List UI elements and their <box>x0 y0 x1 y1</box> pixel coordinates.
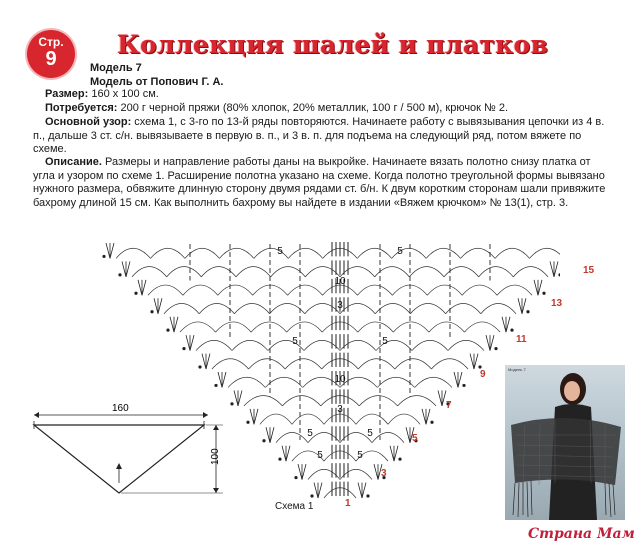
description-label: Описание. <box>45 156 102 168</box>
edge-dot <box>542 292 545 295</box>
left-edge-fan <box>270 427 274 442</box>
chain-arc <box>282 396 320 406</box>
right-edge-fan <box>538 280 542 295</box>
chain-arc <box>372 433 404 443</box>
pattern-label: Основной узор: <box>45 116 132 128</box>
edge-dot <box>462 384 465 387</box>
height-arrow-head-bottom <box>213 488 219 493</box>
left-edge-fan <box>106 243 110 258</box>
edge-dot <box>230 402 233 405</box>
description-paragraph <box>33 156 611 210</box>
chain-arc <box>495 248 529 258</box>
chain-arc <box>426 248 460 258</box>
chain-arc <box>398 396 436 406</box>
width-arrow-head-left <box>34 412 39 418</box>
right-edge-fan <box>554 261 558 276</box>
chain-arc <box>150 248 184 258</box>
page-badge-label: Стр. <box>38 35 64 49</box>
chain-arc <box>308 433 340 443</box>
right-edge-fan <box>470 354 474 369</box>
pattern-value: схема 1, с 3-го по 13-й ряды повторяются. Начинаете работу с вывязывания цепочки из 4 в. п., дальше 3 ст. с/н. вывязываете в первую в. п., и 3 в. п. для подъема на следующий ряд, потом вяжете по схеме. <box>33 116 605 155</box>
chain-arc <box>180 322 216 332</box>
chain-arc <box>167 267 202 277</box>
right-edge-fan <box>426 409 430 424</box>
chain-arc <box>236 267 271 277</box>
left-edge-fan <box>222 372 226 387</box>
left-edge-fan <box>250 409 254 424</box>
pattern-paragraph <box>33 116 611 157</box>
size-value: 160 х 100 см. <box>88 88 159 100</box>
chain-arc <box>415 377 452 387</box>
model-number: Модель 7 <box>90 62 142 74</box>
photo-caption: Модель 7 <box>508 367 526 372</box>
left-edge-fan <box>138 280 142 295</box>
row-number-9: 9 <box>480 369 486 380</box>
chain-count-label: 5 <box>307 428 313 439</box>
chain-arc <box>232 340 268 350</box>
page-title: Коллекция шалей и платков <box>117 30 549 59</box>
right-edge-fan <box>374 464 378 479</box>
right-edge-fan <box>454 372 458 387</box>
size-paragraph <box>33 88 611 102</box>
left-edge-fan <box>154 298 158 313</box>
row-number-5: 5 <box>412 433 418 444</box>
edge-dot <box>198 365 201 368</box>
model-author: Модель от Попович Г. А. <box>90 76 224 88</box>
left-edge-fan <box>206 354 210 369</box>
right-edge-fan <box>490 335 494 350</box>
chain-arc <box>356 414 388 424</box>
chain-count-label: 5 <box>357 450 363 461</box>
left-edge-fan <box>302 464 306 479</box>
shawl-shape <box>511 418 621 485</box>
chain-arc <box>219 248 253 258</box>
page-badge-number: 9 <box>45 48 57 70</box>
left-edge-fan <box>314 483 318 498</box>
left-edge-fan <box>266 427 270 442</box>
chain-arc <box>444 267 479 277</box>
right-edge-fan <box>438 390 442 405</box>
chain-count-label: 3 <box>337 404 343 415</box>
row-number-1: 1 <box>345 498 351 509</box>
shawl-dimensions-diagram <box>28 395 228 505</box>
edge-dot <box>182 347 185 350</box>
chain-arc <box>340 469 372 479</box>
chain-arc <box>196 340 232 350</box>
chain-arc <box>448 340 484 350</box>
description-value: Размеры и направление работы даны на выкройке. Начинаете вязать полотно снизу платка от угла и узором по схеме 1. Расширение полотна указано на схеме. Когда полотно треугольной формы вывязано нужного размера, обвяжите длинную сторону двумя рядами ст. б/н. К двум коротким сторонам шали привяжите бахрому длиной 15 см. Как выполнить бахрому вы найдете в издании «Вяжем крючком» № 13(1), стр. 3. <box>33 156 606 209</box>
edge-dot <box>494 347 497 350</box>
chain-arc <box>305 304 340 314</box>
chain-arc <box>287 322 323 332</box>
chain-arc <box>249 359 286 369</box>
edge-dot <box>262 439 265 442</box>
chain-arc <box>412 340 448 350</box>
chain-arc <box>268 340 304 350</box>
chain-arc <box>462 285 497 295</box>
chain-arc <box>116 248 150 258</box>
materials-value: 200 г черной пряжи (80% хлопок, 20% металлик, 100 г / 500 м), крючок № 2. <box>117 102 509 114</box>
chain-arc <box>218 285 253 295</box>
chain-arc <box>201 267 236 277</box>
chain-arc <box>395 359 432 369</box>
page-number-badge <box>27 30 75 78</box>
chain-arc <box>199 304 234 314</box>
left-edge-fan <box>186 335 190 350</box>
width-label: 160 <box>112 403 129 414</box>
edge-dot <box>278 458 281 461</box>
edge-dot <box>526 310 529 313</box>
right-edge-fan <box>486 335 490 350</box>
left-edge-fan <box>238 390 242 405</box>
scheme-label: Схема 1 <box>275 501 314 512</box>
chain-arc <box>212 359 249 369</box>
edge-dot <box>150 310 153 313</box>
right-edge-fan <box>422 409 426 424</box>
edge-dot <box>366 494 369 497</box>
row-number-3: 3 <box>381 468 387 479</box>
chain-arc <box>429 322 465 332</box>
size-label: Размер: <box>45 88 89 100</box>
chain-arc <box>375 304 410 314</box>
chain-arc <box>308 469 340 479</box>
width-arrow-head-right <box>203 412 208 418</box>
edge-dot <box>510 329 513 332</box>
chain-arc <box>292 414 324 424</box>
right-edge-fan <box>550 261 554 276</box>
chain-count-label: 3 <box>337 300 343 311</box>
chain-arc <box>164 304 199 314</box>
chain-arc <box>409 267 444 277</box>
chain-arc <box>377 377 414 387</box>
chain-arc <box>304 340 340 350</box>
chain-count-label: 5 <box>382 336 388 347</box>
chain-count-label: 5 <box>277 246 283 257</box>
left-edge-fan <box>254 409 258 424</box>
right-edge-fan <box>394 446 398 461</box>
left-edge-fan <box>202 354 206 369</box>
left-edge-fan <box>318 483 322 498</box>
chain-arc <box>285 359 322 369</box>
chain-arc <box>270 304 305 314</box>
materials-paragraph <box>33 102 611 116</box>
left-edge-fan <box>282 446 286 461</box>
right-edge-fan <box>534 280 538 295</box>
edge-dot <box>166 329 169 332</box>
chain-arc <box>251 322 287 332</box>
chain-arc <box>276 433 308 443</box>
chain-arc <box>393 322 429 332</box>
chain-arc <box>464 322 500 332</box>
watermark-logo: Страна Мам <box>528 526 635 542</box>
chain-arc <box>254 248 288 258</box>
chain-count-label: 10 <box>334 276 346 287</box>
left-edge-fan <box>218 372 222 387</box>
height-label: 100 <box>210 448 221 465</box>
chain-arc <box>446 304 481 314</box>
edge-dot <box>102 255 105 258</box>
chain-count-label: 5 <box>397 246 403 257</box>
right-edge-fan <box>518 298 522 313</box>
chain-arc <box>340 340 376 350</box>
chain-arc <box>265 377 302 387</box>
left-edge-fan <box>158 298 162 313</box>
chain-arc <box>431 359 468 369</box>
left-edge-fan <box>286 446 290 461</box>
chain-arc <box>288 248 322 258</box>
right-edge-fan <box>406 427 410 442</box>
chain-arc <box>388 414 420 424</box>
right-edge-fan <box>458 372 462 387</box>
edge-dot <box>134 292 137 295</box>
chain-arc <box>340 377 377 387</box>
chain-arc <box>359 396 397 406</box>
chain-arc <box>228 377 265 387</box>
chain-arc <box>288 285 323 295</box>
left-edge-fan <box>174 317 178 332</box>
chain-arc <box>357 248 391 258</box>
chain-count-label: 5 <box>292 336 298 347</box>
left-edge-fan <box>298 464 302 479</box>
chain-count-label: 10 <box>334 374 346 385</box>
left-edge-fan <box>122 261 126 276</box>
chain-arc <box>427 285 462 295</box>
chain-arc <box>479 267 514 277</box>
row-number-11: 11 <box>516 334 527 345</box>
edge-dot <box>558 273 560 276</box>
chain-arc <box>530 248 560 258</box>
direction-arrow-head <box>116 463 122 469</box>
chain-arc <box>183 285 218 295</box>
chain-arc <box>244 396 282 406</box>
model-photo-drawing <box>505 365 625 520</box>
chain-arc <box>358 359 395 369</box>
left-edge-fan <box>170 317 174 332</box>
chain-arc <box>481 304 516 314</box>
right-edge-fan <box>502 317 506 332</box>
right-edge-fan <box>522 298 526 313</box>
row-number-15: 15 <box>583 265 595 276</box>
chain-count-label: 5 <box>367 428 373 439</box>
edge-dot <box>294 476 297 479</box>
materials-label: Потребуется: <box>45 102 118 114</box>
right-edge-fan <box>390 446 394 461</box>
chain-arc <box>410 304 445 314</box>
edge-dot <box>310 494 313 497</box>
left-edge-fan <box>190 335 194 350</box>
edge-dot <box>430 421 433 424</box>
chain-arc <box>148 285 183 295</box>
right-edge-fan <box>358 483 362 498</box>
edge-dot <box>118 273 121 276</box>
chain-arc <box>234 304 269 314</box>
right-edge-fan <box>362 483 366 498</box>
chain-arc <box>132 267 167 277</box>
left-edge-fan <box>142 280 146 295</box>
row-number-13: 13 <box>551 298 563 309</box>
left-edge-fan <box>126 261 130 276</box>
edge-dot <box>398 458 401 461</box>
chain-arc <box>513 267 548 277</box>
model-photo <box>505 365 625 520</box>
right-edge-fan <box>474 354 478 369</box>
chain-arc <box>340 304 375 314</box>
right-edge-fan <box>506 317 510 332</box>
chain-arc <box>216 322 252 332</box>
chain-arc <box>260 414 292 424</box>
chain-arc <box>357 285 392 295</box>
edge-dot <box>214 384 217 387</box>
chain-arc <box>497 285 532 295</box>
chain-count-label: 5 <box>317 450 323 461</box>
row-number-7: 7 <box>446 400 452 411</box>
model-face <box>564 381 580 401</box>
edge-dot <box>246 421 249 424</box>
left-edge-fan <box>110 243 114 258</box>
chain-arc <box>358 322 394 332</box>
left-edge-fan <box>234 390 238 405</box>
height-arrow-head-top <box>213 425 219 430</box>
